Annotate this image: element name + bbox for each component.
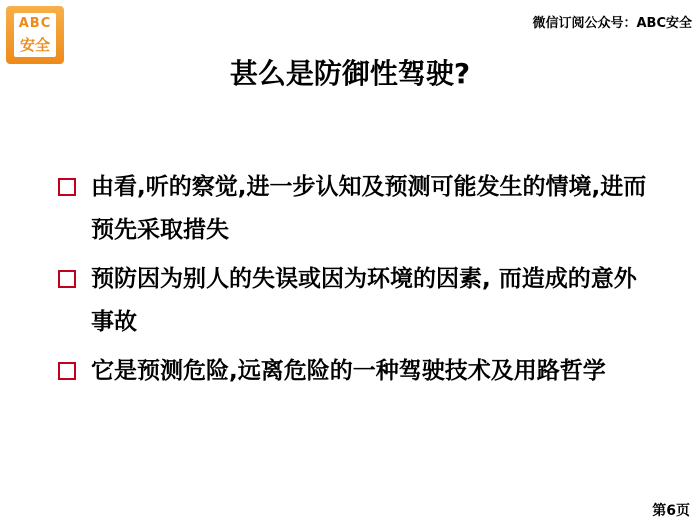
bullet-list [58, 166, 658, 399]
logo-text-abc: ABC [18, 16, 52, 31]
square-bullet-icon [58, 362, 76, 380]
logo-text-safety: 安全 [19, 36, 50, 54]
slide-title: 甚么是防御性驾驶? [229, 57, 471, 90]
square-bullet-icon [58, 270, 76, 288]
bullet-text: 由看,听的察觉,进一步认知及预测可能发生的情境,进而预先采取措失 [91, 174, 647, 243]
bullet-item [58, 350, 658, 393]
square-bullet-icon [58, 178, 76, 196]
logo-badge [14, 13, 56, 57]
bullet-text: 预防因为别人的失误或因为环境的因素, 而造成的意外事故 [91, 266, 637, 335]
bullet-text: 它是预测危险,远离危险的一种驾驶技术及用路哲学 [91, 358, 606, 384]
wechat-subscription-label: 微信订阅公众号：ABC安全 [532, 16, 692, 31]
bullet-item [58, 258, 658, 344]
bullet-item [58, 166, 658, 252]
page-number: 第6页 [652, 503, 690, 519]
